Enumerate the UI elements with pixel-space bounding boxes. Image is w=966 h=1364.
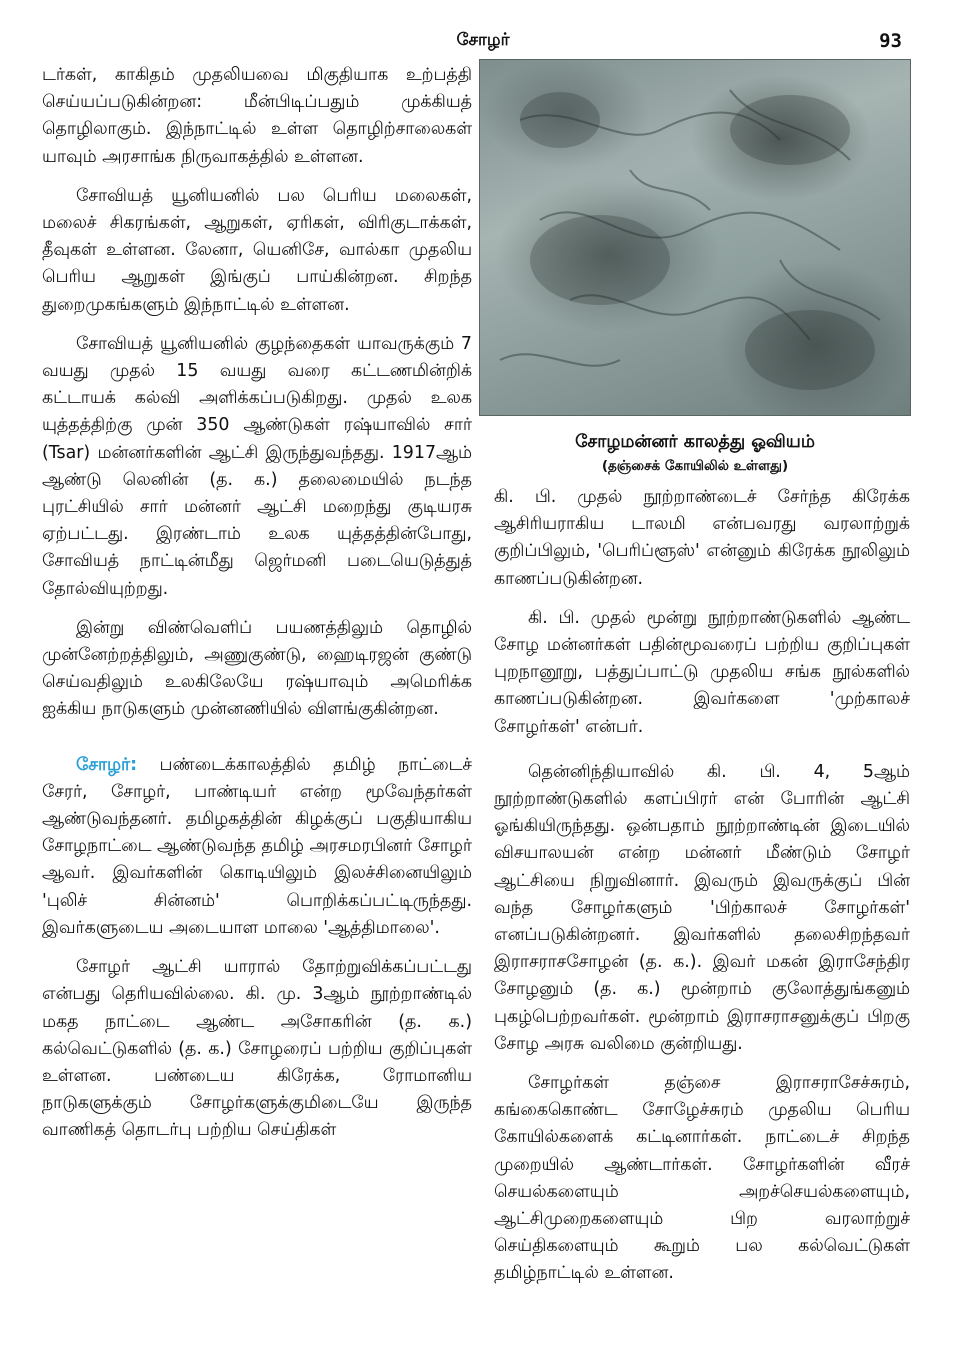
- figure-caption: சோழமன்னர் காலத்து ஓவியம்: [575, 432, 815, 452]
- figure-subcaption: (தஞ்சைக் கோயிலில் உள்ளது): [601, 458, 789, 474]
- paragraph: கி. பி. முதல் நூற்றாண்டைச் சேர்ந்த கிரேக்க ஆசிரியராகிய டாலமி என்பவரது வரலாற்றுக் குறிப்பிலும், 'பெரிப்ளூஸ்' என்னும் கிரேக்க நூலிலும் காணப்படுகின்றன.: [494, 487, 910, 589]
- paragraph: சோவியத் யூனியனில் பல பெரிய மலைகள், மலைச் சிகரங்கள், ஆறுகள், ஏரிகள், விரிகுடாக்கள், தீவுகள் உள்ளன. லேனா, யெனிசே, வால்கா முதலிய பெரிய ஆறுகள் இங்குப் பாய்கின்றன. சிறந்த துறைமுகங்களும் இந்நாட்டில் உள்ளன.: [42, 185, 472, 315]
- paragraph-text: பண்டைக்காலத்தில் தமிழ் நாட்டைச் சேரர், சோழர், பாண்டியர் என்ற மூவேந்தர்கள் ஆண்டுவந்தனர். தமிழகத்தின் கிழக்குப் பகுதியாகிய சோழநாட்டை ஆண்டுவந்த தமிழ் அரசமரபினர் சோழர் ஆவர். இவர்களின் கொடியிலும் இலச்சினையிலும் 'புலிச் சின்னம்' பொறிக்கப்பட்டிருந்தது. இவர்களுடைய அடையாள மாலை 'ஆத்திமாலை'.: [42, 754, 472, 938]
- left-column: [42, 62, 472, 1157]
- section-heading: சோழர்:: [76, 754, 138, 775]
- paragraph: கி. பி. முதல் மூன்று நூற்றாண்டுகளில் ஆண்ட சோழ மன்னர்கள் பதின்மூவரைப் பற்றிய குறிப்புகள் புறநானூறு, பத்துப்பாட்டு முதலிய சங்க நூல்களில் காணப்படுகின்றன. இவர்களை 'முற்காலச் சோழர்கள்' என்பர்.: [494, 607, 910, 737]
- paragraph: இன்று விண்வெளிப் பயணத்திலும் தொழில் முன்னேற்றத்திலும், அணுகுண்டு, ஹைடிரஜன் குண்டு செய்வதிலும் உலகிலேயே ரஷ்யாவும் அமெரிக்க ஐக்கிய நாடுகளும் முன்னணியில் விளங்குகின்றன.: [42, 617, 472, 720]
- page-number: 93: [879, 30, 902, 52]
- paragraph: சோழர் ஆட்சி யாரால் தோற்றுவிக்கப்பட்டது என்பது தெரியவில்லை. கி. மு. 3ஆம் நூற்றாண்டில் மகத நாட்டை ஆண்ட அசோகரின் (த. க.) கல்வெட்டுகளில் (த. க.) சோழரைப் பற்றிய குறிப்புகள் உள்ளன. பண்டைய கிரேக்க, ரோமானிய நாடுகளுக்கும் சோழர்களுக்குமிடையே இருந்த வாணிகத் தொடர்பு பற்றிய செய்திகள்: [42, 957, 472, 1141]
- mural-texture: [480, 60, 911, 416]
- paragraph: சோழர்கள் தஞ்சை இராசராசேச்சுரம், கங்கைகொண்ட சோழேச்சுரம் முதலிய பெரிய கோயில்களைக் கட்டினார்கள். நாட்டைச் சிறந்த முறையில் ஆண்டார்கள். சோழர்களின் வீரச் செயல்களையும் அறச்செயல்களையும், ஆட்சிமுறைகளையும் பிற வரலாற்றுச் செய்திகளையும் கூறும் பல கல்வெட்டுகள் தமிழ்நாட்டில் உள்ளன.: [494, 1073, 910, 1284]
- paragraph: [42, 752, 472, 942]
- running-header: சோழர்: [456, 30, 510, 50]
- paragraph: சோவியத் யூனியனில் குழந்தைகள் யாவருக்கும் 7 வயது முதல் 15 வயது வரை கட்டணமின்றிக் கட்டாயக் கல்வி அளிக்கப்படுகிறது. முதல் உலக யுத்தத்திற்கு முன் 350 ஆண்டுகள் ரஷ்யாவில் சார் (Tsar) மன்னர்களின் ஆட்சி இருந்துவந்தது. 1917ஆம் ஆண்டு லெனின் (த. க.) தலைமையில் நடந்த புரட்சியில் சார் மன்னர் ஆட்சி மறைந்து குடியரசு ஏற்பட்டது. இரண்டாம் உலக யுத்தத்தின்போது, சோவியத் நாட்டின்மீது ஜெர்மனி படையெடுத்துத் தோல்வியுற்றது.: [42, 333, 472, 599]
- paragraph: டர்கள், காகிதம் முதலியவை மிகுதியாக உற்பத்தி செய்யப்படுகின்றன: மீன்பிடிப்பதும் முக்கியத் தொழிலாகும். இந்நாட்டில் உள்ள தொழிற்சாலைகள் யாவும் அரசாங்க நிருவாகத்தில் உள்ளன.: [42, 65, 472, 167]
- right-column: [494, 484, 910, 1300]
- paragraph: தென்னிந்தியாவில் கி. பி. 4, 5ஆம் நூற்றாண்டுகளில் களப்பிரர் என் போரின் ஆட்சி ஓங்கியிருந்தது. ஒன்பதாம் நூற்றாண்டின் இடையில் விசயாலயன் என்ற மன்னர் மீண்டும் சோழர் ஆட்சியை நிறுவினார். இவரும் இவருக்குப் பின் வந்த சோழர்களும் 'பிற்காலச் சோழர்கள்' எனப்படுகின்றனர். இவர்களில் தலைசிறந்தவர் இராசராசசோழன் (த. க.). இவர் மகன் இராசேந்திர சோழனும் (த. க.) மூன்றாம் குலோத்துங்கனும் புகழ்பெற்றவர்கள். மூன்றாம் இராசராசனுக்குப் பிறகு சோழ அரசு வலிமை குன்றியது.: [494, 761, 910, 1054]
- mural-painting-image: [479, 59, 911, 416]
